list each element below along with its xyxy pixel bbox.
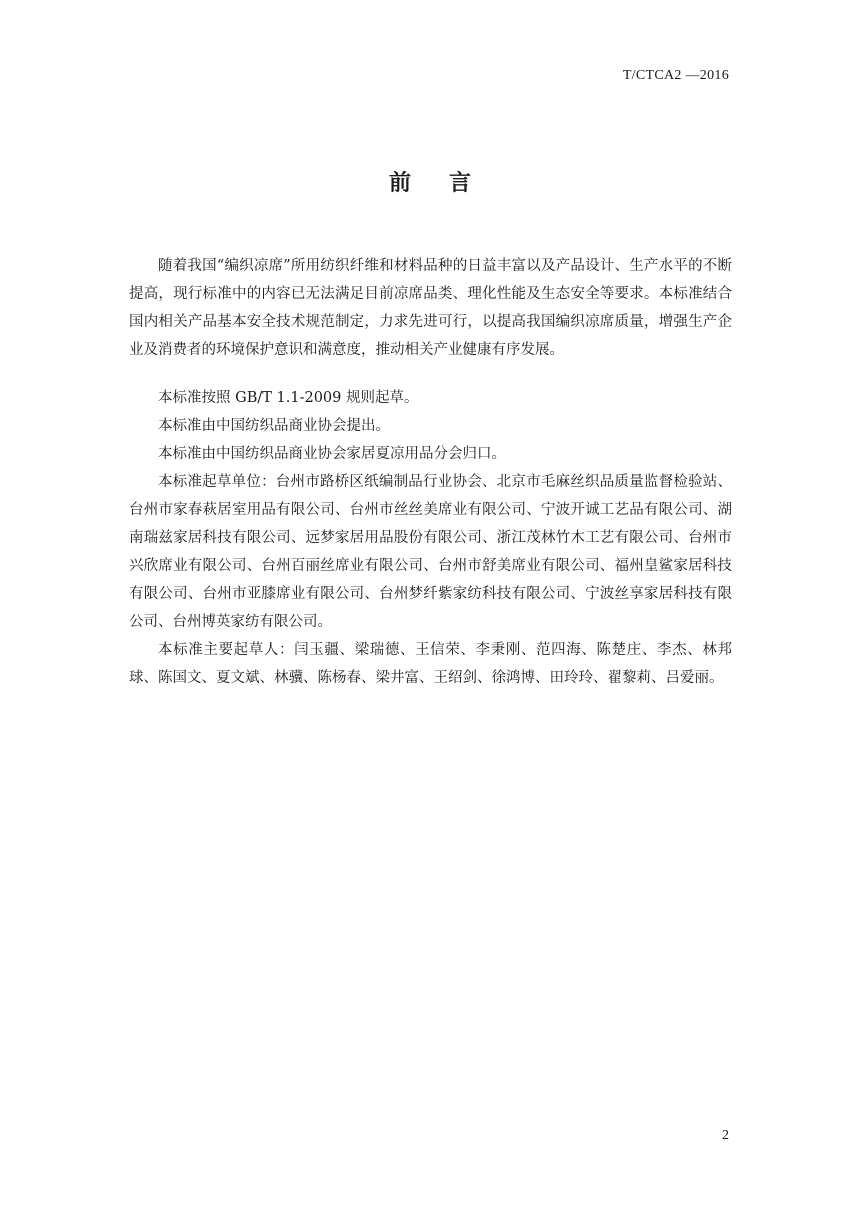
main-drafters-statement: 本标准主要起草人：闫玉疆、梁瑞德、王信荣、李秉刚、范四海、陈楚庄、李杰、林邦球、陈国文、夏文斌、林骥、陈杨春、梁井富、王绍剑、徐鸿博、田玲玲、翟黎莉、吕爱丽。 [129,642,732,686]
document-code: T/CTCA2 —2016 [622,68,729,83]
page-title: 前言 [388,171,509,196]
drafting-rules-statement: 本标准按照 GB/T 1.1-2009 规则起草。 [158,390,419,406]
proposer-statement: 本标准由中国纺织品商业协会提出。 [158,418,390,434]
standard-statements [129,384,732,692]
foreword-intro [129,252,732,364]
administrator-statement: 本标准由中国纺织品商业协会家居夏凉用品分会归口。 [158,446,506,462]
intro-paragraph: 随着我国“编织凉席”所用纺织纤维和材料品种的日益丰富以及产品设计、生产水平的不断提高，现行标准中的内容已无法满足目前凉席品类、理化性能及生态安全等要求。本标准结合国内相关产品基本安全技术规范制定，力求先进可行，以提高我国编织凉席质量，增强生产企业及消费者的环境保护意识和满意度，推动相关产业健康有序发展。 [129,258,732,358]
drafting-units-statement: 本标准起草单位：台州市路桥区纸编制品行业协会、北京市毛麻丝织品质量监督检验站、台州市家春萩居室用品有限公司、台州市丝丝美席业有限公司、宁波开诚工艺品有限公司、湖南瑞兹家居科技有限公司、远梦家居用品股份有限公司、浙江茂林竹木工艺有限公司、台州市兴欣席业有限公司、台州百丽丝席业有限公司、台州市舒美席业有限公司、福州皇鲨家居科技有限公司、台州市亚膝席业有限公司、台州梦纤紫家纺科技有限公司、宁波丝享家居科技有限公司、台州博英家纺有限公司。 [129,474,732,630]
page-number: 2 [722,1128,729,1143]
